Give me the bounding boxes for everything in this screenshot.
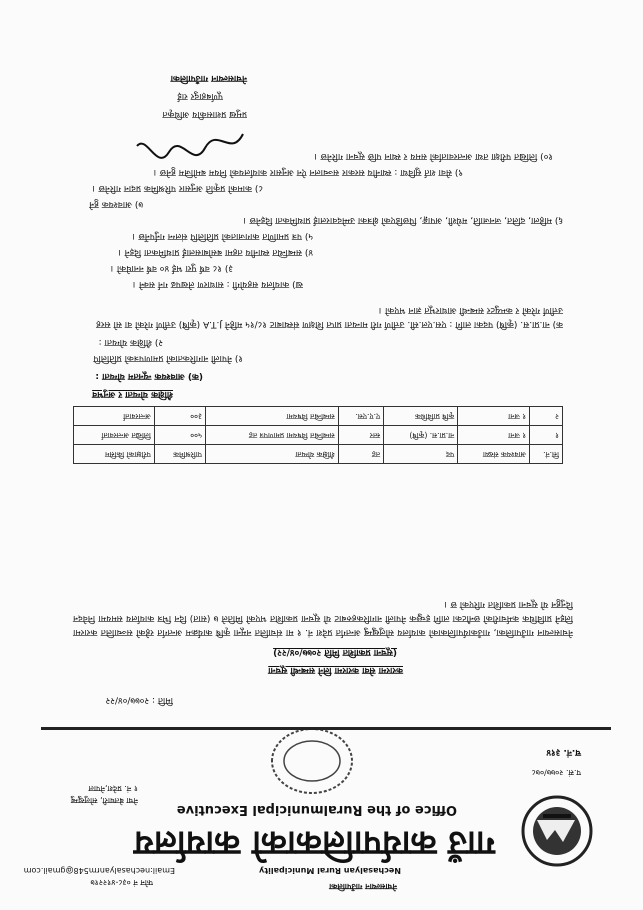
office-round-stamp [257, 720, 367, 802]
section-item: ७) आवश्यक हुने [89, 199, 143, 209]
table-header-row [74, 445, 563, 464]
section-item: क) ना.प्रा.स. (कृषि) पदका लागि : एस.एल.सी. उत्तीर्ण गरी मान्यता प्राप्त शिक्षण संस्थाबाट १८/१५ महिने J.T.A (कृषि) उत्तीर्ण गरेको वा सो सरह उत्तीर्ण गरेको र कम्प्युटर सम्बन्धी आधारभूत ज्ञान भएको । [96, 305, 563, 329]
table-header-cell: पारिश्रमिक [154, 445, 205, 464]
office-title-en: Office of the Ruralmunicipal Executive [176, 802, 457, 817]
section-item: १०) लिखित परीक्षा तथा अन्तरवार्ताको समय र स्थान पछि सूचना गरिनेछ । [314, 151, 553, 161]
table-cell: सम्बन्धित विषयमा प्रमाणपत्र तह [205, 426, 338, 445]
table-cell: अन्तरवार्ता [74, 407, 155, 426]
table-cell: ना.प्रा.स. (कृषि) [384, 426, 458, 445]
address-line-1: नेचा बेतघारी, सोलुखुम्बु [70, 796, 138, 805]
handwritten-signature [131, 122, 251, 162]
section-item: ५) पत्र प्रमाणित कागजातको प्रतिलिपि संलग्न गर्नुपर्नेछ । [132, 231, 313, 241]
municipality-emblem [513, 792, 601, 870]
table-header-cell: आवश्यक संख्या [458, 445, 530, 464]
section-item: ९) सेवा शर्त सुविधा : स्थानीय सरकार सञ्चालन ऐन अनुसार कार्यालयको नियम बमोजिम हुनेछ । [153, 167, 463, 177]
table-cell: १ जना [458, 407, 530, 426]
table-row [74, 407, 563, 426]
section-item: ८) कामको प्रकृति अनुसार परिश्रमिक प्रदान गरिनेछ । [92, 183, 263, 193]
municipality-title-np: नेचासल्यान गाउँपालिका [329, 882, 397, 891]
section-heading: शैक्षिक योग्यता र अनुभव [92, 389, 173, 399]
signature-stamp-text: नेचासल्यान गाउँपालिका [170, 73, 247, 83]
section-item: ख) कार्यालय सहयोगी : साधारण लेखपढ गर्न सक्ने । [132, 279, 303, 289]
section-item: २) शैक्षिक योग्यता : [98, 337, 163, 347]
signatory-title: प्रमुख प्रशासकीय अधिकृत [162, 109, 247, 119]
section-item: १) नेपाली नागरिकताको प्रमाणपत्रको प्रतिलिपि [93, 353, 243, 363]
table-header-cell: सि.नं. [530, 445, 563, 464]
notice-subtitle: (सूचना प्रकाशित मिति २०७७/०४/२२) [273, 647, 397, 657]
table-cell: ३०० [154, 407, 205, 426]
table-header-cell: तह [338, 445, 383, 464]
section-item: (क) आवश्यक न्यूनतम योग्यता : [95, 371, 203, 381]
table-row [74, 426, 563, 445]
contact-phone: फोन नं ०३८-४१२२१७ [90, 878, 153, 887]
chalani-number: च.नं. ३१४ [546, 747, 581, 757]
header-divider [41, 727, 611, 730]
notice-title: करारमा सेवा करारमा लिने सम्बन्धी सूचना [268, 665, 403, 675]
section-item: ३) १८ वर्ष पुरा भई ४० वर्ष ननाघेको । [110, 263, 233, 273]
office-title-np: गाउँ कार्यपालिकाको कार्यालय [134, 823, 495, 863]
table-header-cell: शैक्षिक योग्यता [205, 445, 338, 464]
signatory-name: पूर्णबहादुर राई [177, 91, 223, 101]
table-cell: ५०० [154, 426, 205, 445]
municipality-title-en: Nechasalyan Rural Municipality [259, 866, 401, 875]
notice-date: मिति : २०७७/०४/२२ [105, 695, 173, 705]
notice-intro: नेचासल्यान गाउँपालिका, गाउँकार्यपालिकाको कार्यालय सोलुखुम्बु अन्तर्गत प्रदेश नं. १ मा संचालित नमूना कृषि कार्यक्रम अन्तर्गत रहेको सञ्चालित करारमा लिइने प्राविधिक कर्मचारीको छनौटका लागि इच्छुक नेपाली नागरिकहरुबाट यो सूचना प्रकाशित भएको मितिले ७ (सात) दिन भित्र कार्यालय समयमा निवेदन दिनुहुन यो सूचना प्रकाशित गरिएको छ । [73, 599, 573, 637]
table-cell: २ [530, 407, 563, 426]
table-cell: १ [530, 426, 563, 445]
table-cell: ए.ए.एस. [338, 407, 383, 426]
patra-sankhya: प.सं. २०७७/०७८ [531, 768, 581, 777]
contact-email: Email:nechasalyanrm548@gmail.com [23, 866, 175, 875]
table-cell: कृषि प्राविधिक [384, 407, 458, 426]
section-item: ६) महिला, दलित, जनजाति, मधेशी, अपाङ्ग, पिछडिएको क्षेत्रका उम्मेदवारलाई प्राथमिकता दिइनेछ । [243, 215, 563, 225]
table-cell: सम्बन्धित विषयमा [205, 407, 338, 426]
table-header-cell: पद [384, 445, 458, 464]
table-cell: स्तर [338, 426, 383, 445]
table-cell: १ जना [458, 426, 530, 445]
table-cell: लिखित अन्तरवार्ता [74, 426, 155, 445]
table-header-cell: परीक्षाको किसिम [74, 445, 155, 464]
position-table [73, 406, 563, 464]
section-item: ४) सम्बन्धित स्थानीय तहमा बसोबासलाई प्राथमिकता दिइने । [118, 247, 313, 257]
address-line-2: १ नं. प्रदेश,नेपाल [88, 784, 138, 793]
